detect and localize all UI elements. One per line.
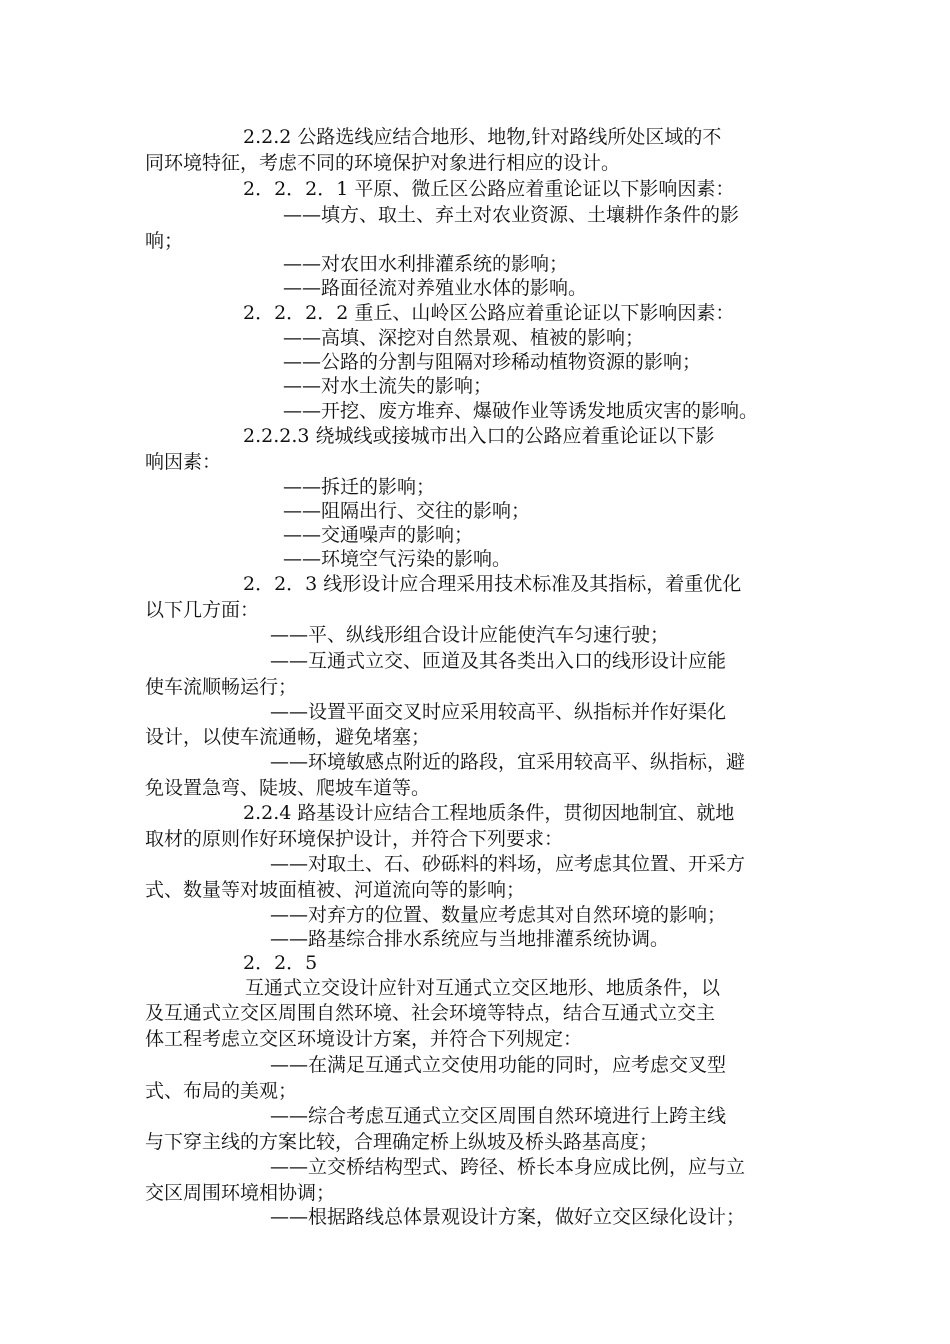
text-line: 2．2．5 <box>243 952 318 974</box>
text-line: 2．2．3 线形设计应合理采用技术标准及其指标，着重优化 <box>243 573 742 595</box>
text-line: 同环境特征，考虑不同的环境保护对象进行相应的设计。 <box>145 152 621 174</box>
text-line: ——开挖、废方堆弃、爆破作业等诱发地质灾害的影响。 <box>283 400 759 422</box>
text-line: 2.2.2 公路选线应结合地形、地物,针对路线所处区域的不 <box>243 126 722 148</box>
text-line: 免设置急弯、陡坡、爬坡车道等。 <box>145 777 431 799</box>
text-line: 2．2．2．1 平原、微丘区公路应着重论证以下影响因素： <box>243 178 735 200</box>
text-line: 2.2.2.3 绕城线或接城市出入口的公路应着重论证以下影 <box>243 425 715 447</box>
text-line: 式、布局的美观； <box>145 1080 298 1102</box>
text-line: ——交通噪声的影响； <box>283 524 474 546</box>
text-line: ——综合考虑互通式立交区周围自然环境进行上跨主线 <box>270 1105 727 1127</box>
text-line: ——互通式立交、匝道及其各类出入口的线形设计应能 <box>270 650 727 672</box>
text-line: ——填方、取土、弃土对农业资源、土壤耕作条件的影 <box>283 204 740 226</box>
text-line: ——高填、深挖对自然景观、植被的影响； <box>283 327 645 349</box>
text-line: ——阻隔出行、交往的影响； <box>283 500 531 522</box>
text-line: 响； <box>145 230 184 252</box>
text-line: ——拆迁的影响； <box>283 476 436 498</box>
text-line: ——对取土、石、砂砾料的料场，应考虑其位置、开采方 <box>270 853 746 875</box>
text-line: ——立交桥结构型式、跨径、桥长本身应成比例，应与立 <box>270 1156 746 1178</box>
text-line: 设计，以使车流通畅，避免堵塞； <box>145 726 431 748</box>
text-line: ——公路的分割与阻隔对珍稀动植物资源的影响； <box>283 351 702 373</box>
text-line: ——环境敏感点附近的路段，宜采用较高平、纵指标，避 <box>270 751 746 773</box>
text-line: ——路基综合排水系统应与当地排灌系统协调。 <box>270 928 670 950</box>
text-line: 互通式立交设计应针对互通式立交区地形、地质条件，以 <box>245 977 721 999</box>
text-line: ——根据路线总体景观设计方案，做好立交区绿化设计； <box>270 1206 746 1228</box>
text-line: 以下几方面： <box>145 599 260 621</box>
text-line: ——对水土流失的影响； <box>283 375 493 397</box>
text-line: ——设置平面交叉时应采用较高平、纵指标并作好渠化 <box>270 701 727 723</box>
text-line: 及互通式立交区周围自然环境、社会环境等特点，结合互通式立交主 <box>145 1002 716 1024</box>
text-line: 2．2．2．2 重丘、山岭区公路应着重论证以下影响因素： <box>243 302 735 324</box>
text-line: ——对弃方的位置、数量应考虑其对自然环境的影响； <box>270 904 727 926</box>
text-line: ——在满足互通式立交使用功能的同时，应考虑交叉型 <box>270 1054 727 1076</box>
text-line: 取材的原则作好环境保护设计，并符合下列要求： <box>145 828 564 850</box>
text-line: ——环境空气污染的影响。 <box>283 548 512 570</box>
text-line: 2.2.4 路基设计应结合工程地质条件，贯彻因地制宜、就地 <box>243 802 735 824</box>
text-line: ——对农田水利排灌系统的影响； <box>283 253 569 275</box>
text-line: 与下穿主线的方案比较，合理确定桥上纵坡及桥头路基高度； <box>145 1131 659 1153</box>
text-line: 响因素： <box>145 451 222 473</box>
text-line: ——平、纵线形组合设计应能使汽车匀速行驶； <box>270 624 670 646</box>
text-line: ——路面径流对养殖业水体的影响。 <box>283 277 588 299</box>
text-line: 体工程考虑立交区环境设计方案，并符合下列规定： <box>145 1028 583 1050</box>
text-line: 式、数量等对坡面植被、河道流向等的影响； <box>145 879 526 901</box>
text-line: 交区周围环境相协调； <box>145 1182 336 1204</box>
text-line: 使车流顺畅运行； <box>145 676 298 698</box>
